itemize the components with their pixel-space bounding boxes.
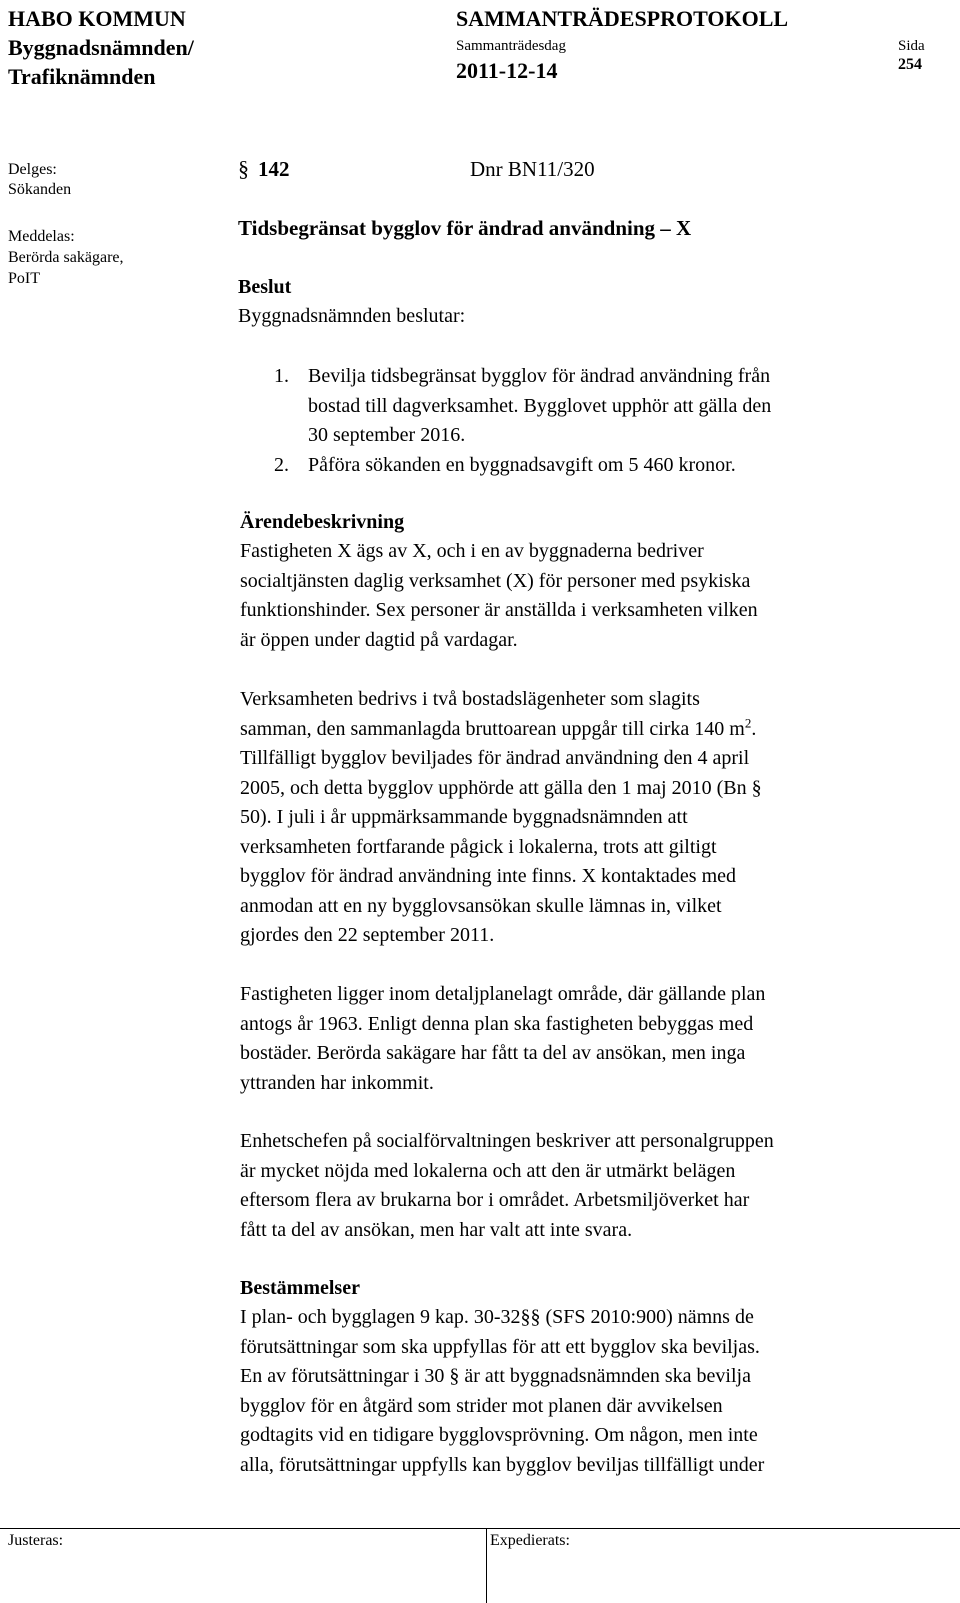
arende-paragraph-4: Enhetschefen på socialförvaltningen beskriver att personalgruppen är mycket nöjda med lokalerna och att den är utmärkt belägen eftersom flera av brukarna bor i området. Arbetsmiljöverket har fått ta del av ansökan, men har valt att inte svara. — [240, 1130, 774, 1241]
decision-item-1-text: Bevilja tidsbegränsat bygglov för ändrad användning från bostad till dagverksamhet. Bygglovet upphör att gälla den 30 september 2016. — [308, 365, 772, 446]
arende-paragraph-3: Fastigheten ligger inom detaljplanelagt område, där gällande plan antogs år 1963. Enligt denna plan ska fastigheten bebyggas med bostäder. Berörda sakägare har fått ta del av ansökan, men inga yttranden har inkommit. — [240, 983, 766, 1094]
justeras-label: Justeras: — [8, 1532, 64, 1549]
arende-paragraph-2: Verksamheten bedrivs i två bostadslägenheter som slagits samman, den sammanlagda bruttoarean uppgår till cirka 140 $m^2$. Tillfälligt bygglov beviljades för ändrad användning den 4 april 2005, och detta bygglov upphörde att gälla den 1 maj 2010 (Bn § 50). I juli i år uppmärksammande byggnadsnämnden att verksamheten fortfarande pågick i lokalerna, trots att giltigt bygglov för ändrad användning inte finns. X kontaktades med anmodan att en ny bygglovsansökan skulle lämnas in, vilket gjordes den 22 september 2011. — [240, 688, 762, 946]
bestammelser-paragraph-1: I plan- och bygglagen 9 kap. 30-32§§ (SFS 2010:900) nämns de förutsättningar som ska uppfyllas för att ett bygglov ska beviljas. En av förutsättningar i 30 § är att byggnadsnämnden ska bevilja bygglov för en åtgärd som strider mot planen där avvikelsen godtagits vid en tidigare bygglovsprövning. Om någon, men inte alla, förutsättningar uppfylls kan bygglov beviljas tillfälligt under — [240, 1306, 765, 1476]
beslut-intro: Byggnadsnämnden beslutar: — [238, 305, 466, 327]
case-number: Dnr BN11/320 — [470, 157, 595, 181]
expedierats-label: Expedierats: — [490, 1532, 570, 1549]
document-title: SAMMANTRÄDESPROTOKOLL — [456, 6, 789, 31]
meddelas-value-1: Berörda sakägare, — [8, 249, 124, 266]
arende-paragraph-1: Fastigheten X ägs av X, och i en av byggnaderna bedriver socialtjänsten daglig verksamhet (X) för personer med psykiska funktionshinder. Sex personer är anställda i verksamheten vilken är öppen under dagtid på vardagar. — [240, 540, 758, 651]
paragraph-number: 142 — [258, 157, 290, 181]
organization-name: HABO KOMMUN — [8, 6, 186, 31]
case-title: Tidsbegränsat bygglov för ändrad användning – X — [238, 216, 692, 240]
footer-vertical-divider — [486, 1528, 487, 1603]
bestammelser-heading: Bestämmelser — [240, 1277, 360, 1299]
meddelas-label: Meddelas: — [8, 228, 75, 245]
page-label: Sida — [898, 38, 925, 54]
meddelas-value-2: PoIT — [8, 270, 40, 287]
beslut-heading: Beslut — [238, 276, 292, 298]
decision-item-1-number: 1. — [274, 365, 289, 387]
delges-label: Delges: — [8, 161, 57, 178]
meeting-date-label: Sammanträdesdag — [456, 38, 566, 54]
decision-item-2-number: 2. — [274, 454, 289, 476]
delges-value: Sökanden — [8, 181, 72, 198]
footer-divider — [0, 1528, 960, 1529]
committee-name-line2: Trafiknämnden — [8, 64, 156, 89]
superscript-2: 2 — [744, 714, 752, 730]
paragraph-sign: § — [238, 156, 249, 181]
meeting-date: 2011-12-14 — [456, 58, 558, 83]
committee-name-line1: Byggnadsnämnden/ — [8, 35, 194, 60]
decision-item-2-text: Påföra sökanden en byggnadsavgift om 5 460 kronor. — [308, 454, 736, 476]
arende-heading: Ärendebeskrivning — [240, 511, 405, 533]
page-number: 254 — [898, 56, 922, 73]
